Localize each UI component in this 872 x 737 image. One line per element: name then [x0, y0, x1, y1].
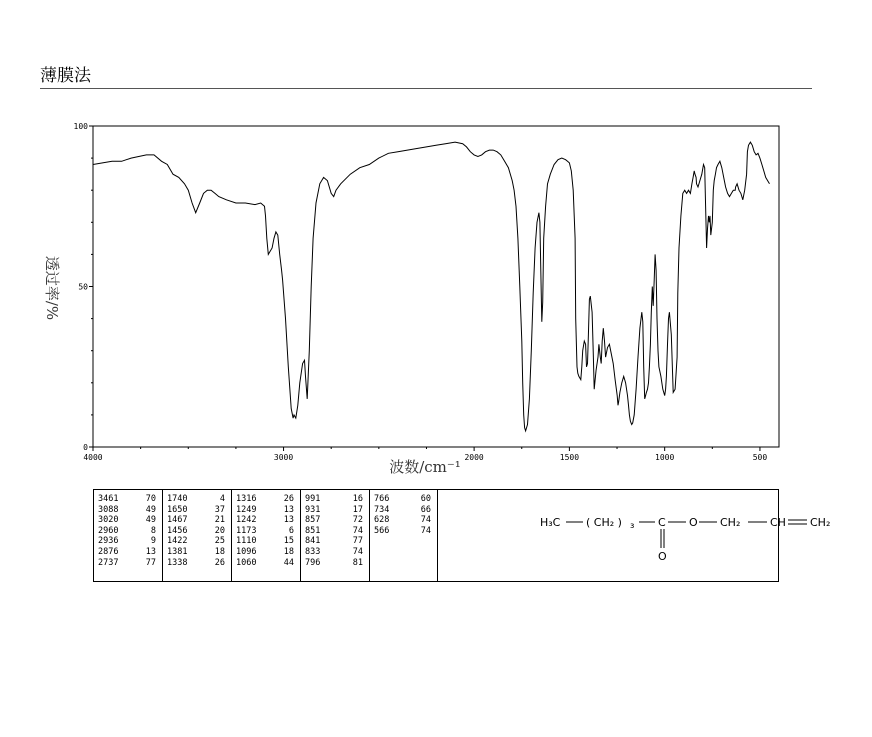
peak-wavenumber: 1740 — [167, 494, 188, 504]
peak-wavenumber: 1110 — [236, 536, 257, 547]
peak-row — [94, 536, 162, 547]
y-tick-label: 50 — [78, 282, 88, 292]
peak-row — [370, 494, 437, 505]
peak-wavenumber: 1422 — [167, 536, 188, 547]
peak-column — [370, 490, 438, 581]
peak-transmittance: 25 — [214, 536, 225, 547]
ch-group: CH — [770, 516, 786, 529]
peak-row — [370, 505, 437, 516]
peak-transmittance: 6 — [288, 525, 294, 536]
peak-wavenumber: 2936 — [98, 536, 119, 547]
chain-subscript: ₃ — [630, 518, 635, 531]
peak-transmittance: 66 — [420, 504, 431, 515]
peak-row — [163, 536, 231, 547]
peak-row — [232, 536, 300, 547]
peak-row — [163, 547, 231, 558]
x-tick-label: 500 — [752, 453, 768, 462]
page-title: 薄膜法 — [40, 66, 91, 86]
x-axis-label: 波数/cm⁻¹ — [389, 458, 461, 476]
peak-wavenumber: 1060 — [236, 557, 257, 568]
peak-wavenumber: 1381 — [167, 546, 188, 557]
x-tick-label: 1000 — [655, 453, 675, 462]
peak-wavenumber: 1338 — [167, 557, 188, 568]
peak-transmittance: 9 — [150, 536, 156, 547]
peak-row — [232, 558, 300, 569]
peak-transmittance: 49 — [145, 504, 156, 515]
peak-wavenumber: 1456 — [167, 525, 188, 536]
peak-wavenumber: 1316 — [236, 494, 257, 504]
methylene-chain: ( CH₂ ) — [586, 516, 622, 529]
peak-row — [232, 526, 300, 537]
carbonyl-oxygen: O — [658, 550, 667, 563]
peak-transmittance: 70 — [145, 494, 156, 504]
peak-row — [163, 526, 231, 537]
y-axis-label: 透过率/% — [43, 255, 61, 321]
peak-transmittance: 74 — [352, 525, 363, 536]
peak-row — [301, 526, 369, 537]
peak-wavenumber: 628 — [374, 515, 390, 526]
terminal-ch2: CH₂ — [810, 516, 831, 529]
peak-transmittance: 49 — [145, 515, 156, 526]
ester-oxygen: O — [689, 516, 698, 529]
peak-wavenumber: 766 — [374, 494, 390, 504]
peak-wavenumber: 841 — [305, 536, 321, 547]
x-tick-label: 2000 — [464, 453, 484, 462]
y-tick-label: 100 — [73, 122, 88, 131]
ch2-group: CH₂ — [720, 516, 741, 529]
peak-transmittance: 16 — [352, 494, 363, 504]
peak-row — [94, 547, 162, 558]
peak-transmittance: 8 — [150, 525, 156, 536]
carbonyl-carbon: C — [658, 516, 666, 529]
peak-transmittance: 81 — [352, 557, 363, 568]
peak-transmittance: 15 — [283, 536, 294, 547]
peak-transmittance: 18 — [214, 546, 225, 557]
y-tick-label: 0 — [83, 443, 88, 452]
peak-column — [232, 490, 301, 581]
peak-transmittance: 60 — [420, 494, 431, 504]
peak-row — [163, 558, 231, 569]
peak-transmittance: 4 — [219, 494, 225, 504]
peak-transmittance: 18 — [283, 546, 294, 557]
peak-row — [94, 558, 162, 569]
peak-row — [163, 505, 231, 516]
peak-transmittance: 13 — [283, 515, 294, 526]
peak-wavenumber: 2876 — [98, 546, 119, 557]
peak-transmittance: 13 — [145, 546, 156, 557]
peak-transmittance: 21 — [214, 515, 225, 526]
peak-row — [232, 515, 300, 526]
peak-row — [94, 494, 162, 505]
peak-wavenumber: 566 — [374, 525, 390, 536]
plot-frame — [93, 126, 779, 447]
peak-transmittance: 74 — [352, 546, 363, 557]
spectrum-line — [93, 142, 770, 431]
peak-row — [232, 547, 300, 558]
peak-wavenumber: 3088 — [98, 504, 119, 515]
peak-column — [301, 490, 370, 581]
peak-wavenumber: 1467 — [167, 515, 188, 526]
peak-row — [301, 505, 369, 516]
peak-transmittance: 77 — [352, 536, 363, 547]
peak-column — [94, 490, 163, 581]
peak-wavenumber: 833 — [305, 546, 321, 557]
peak-wavenumber: 851 — [305, 525, 321, 536]
peak-transmittance: 74 — [420, 525, 431, 536]
peak-wavenumber: 1650 — [167, 504, 188, 515]
peak-row — [163, 494, 231, 505]
peak-row — [301, 547, 369, 558]
peak-row — [301, 515, 369, 526]
peak-wavenumber: 1249 — [236, 504, 257, 515]
x-tick-label: 4000 — [83, 453, 103, 462]
peak-row — [163, 515, 231, 526]
peak-column — [163, 490, 232, 581]
peak-row — [94, 505, 162, 516]
peak-row — [232, 505, 300, 516]
peak-row — [370, 526, 437, 537]
peak-wavenumber: 931 — [305, 504, 321, 515]
peak-transmittance: 20 — [214, 525, 225, 536]
peak-transmittance: 17 — [352, 504, 363, 515]
structure-formula — [531, 490, 872, 581]
peak-row — [370, 515, 437, 526]
x-tick-label: 3000 — [273, 453, 294, 462]
peak-wavenumber: 2960 — [98, 525, 119, 536]
peak-transmittance: 74 — [420, 515, 431, 526]
peak-wavenumber: 1173 — [236, 525, 257, 536]
peak-wavenumber: 857 — [305, 515, 321, 526]
peak-wavenumber: 3461 — [98, 494, 119, 504]
peak-wavenumber: 3020 — [98, 515, 119, 526]
peak-wavenumber: 1096 — [236, 546, 257, 557]
y-axis-ticks — [74, 122, 93, 452]
peak-wavenumber: 734 — [374, 504, 390, 515]
peak-row — [301, 494, 369, 505]
peak-wavenumber: 2737 — [98, 557, 119, 568]
peak-transmittance: 26 — [283, 494, 294, 504]
peak-transmittance: 37 — [214, 504, 225, 515]
peak-wavenumber: 796 — [305, 557, 321, 568]
molecular-structure — [531, 490, 831, 581]
peak-wavenumber: 991 — [305, 494, 321, 504]
peak-row — [232, 494, 300, 505]
peak-wavenumber: 1242 — [236, 515, 257, 526]
peak-transmittance: 13 — [283, 504, 294, 515]
peak-transmittance: 77 — [145, 557, 156, 568]
h3c-group: H₃C — [540, 516, 561, 529]
peak-table — [93, 489, 831, 582]
peak-row — [301, 536, 369, 547]
peak-transmittance: 72 — [352, 515, 363, 526]
peak-transmittance: 26 — [214, 557, 225, 568]
peak-row — [94, 526, 162, 537]
x-tick-label: 1500 — [559, 453, 580, 462]
peak-row — [301, 558, 369, 569]
peak-transmittance: 44 — [283, 557, 294, 568]
peak-row — [94, 515, 162, 526]
